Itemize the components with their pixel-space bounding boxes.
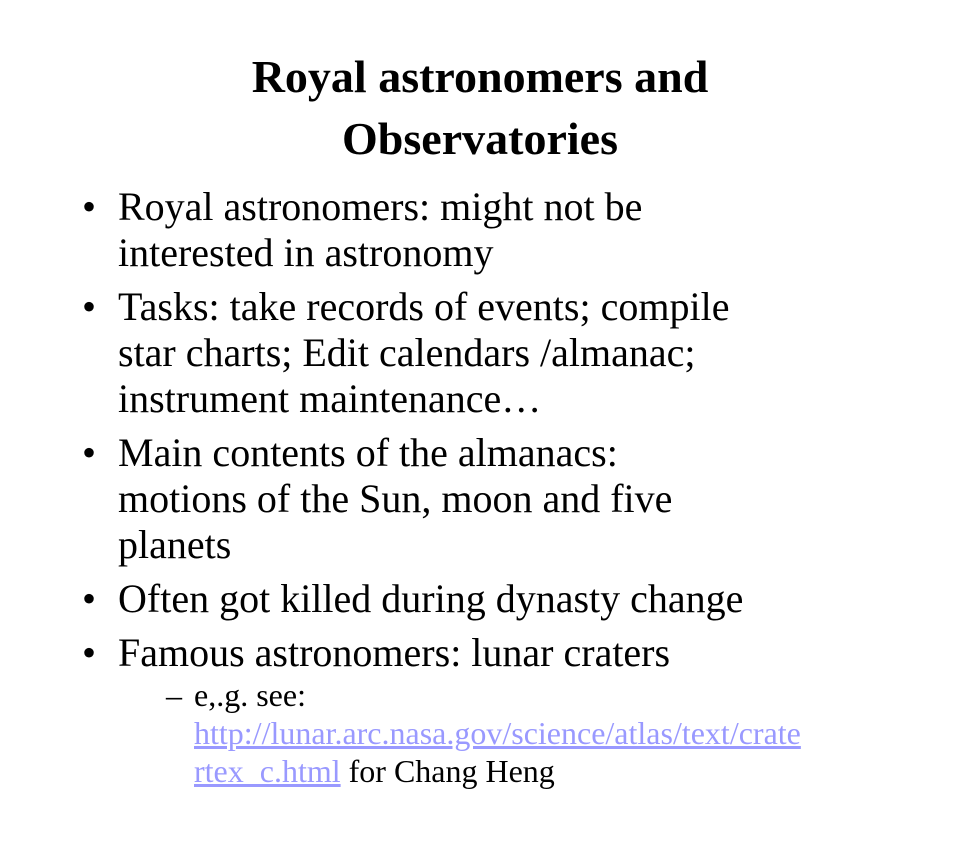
slide-title-line-2: Observatories: [342, 113, 618, 164]
bullet-glyph: •: [82, 630, 97, 675]
bullet-text-line: motions of the Sun, moon and five: [118, 476, 673, 521]
chang-heng-link[interactable]: http://lunar.arc.nasa.gov/science/atlas/text/crate: [194, 715, 801, 751]
bullet-item: [82, 576, 942, 622]
sub-bullet-link-line-2: [194, 752, 942, 790]
chang-heng-link-continued[interactable]: rtex_c.html: [194, 753, 341, 789]
bullet-text-line: instrument maintenance…: [118, 376, 542, 421]
bullet-text-line: Tasks: take records of events; compile: [118, 284, 730, 329]
bullet-glyph: •: [82, 284, 97, 329]
bullet-list: [82, 184, 942, 798]
sub-bullet-item: [118, 676, 942, 790]
bullet-glyph: •: [82, 576, 97, 621]
bullet-text-line: planets: [118, 522, 232, 567]
bullet-text-line: Royal astronomers: might not be: [118, 184, 643, 229]
bullet-item: [82, 430, 942, 568]
bullet-text-line: Main contents of the almanacs:: [118, 430, 618, 475]
bullet-text-line: Often got killed during dynasty change: [118, 576, 744, 621]
sub-bullet-prefix: e,.g. see:: [194, 677, 306, 713]
slide-title-line-1: Royal astronomers and: [251, 51, 709, 102]
bullet-text-line: star charts; Edit calendars /almanac;: [118, 330, 696, 375]
bullet-item: [82, 184, 942, 276]
sub-bullet-dash: –: [166, 677, 182, 713]
bullet-glyph: •: [82, 184, 97, 229]
bullet-item: [82, 630, 942, 790]
bullet-text-line: interested in astronomy: [118, 230, 494, 275]
sub-bullet-suffix: for Chang Heng: [340, 753, 555, 789]
bullet-glyph: •: [82, 430, 97, 475]
bullet-text-line: Famous astronomers: lunar craters: [118, 630, 671, 675]
sub-bullet-link-line-1: [194, 714, 942, 752]
bullet-item: [82, 284, 942, 422]
slide-title: [0, 46, 960, 170]
